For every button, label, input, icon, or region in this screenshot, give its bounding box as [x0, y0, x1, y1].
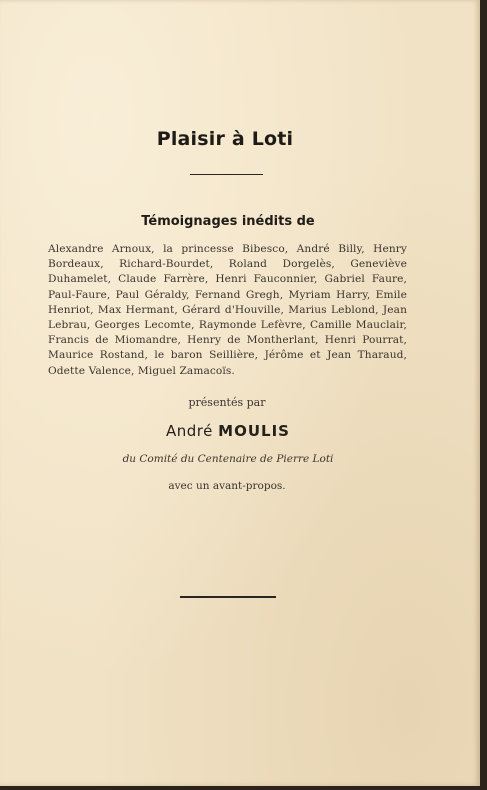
title-divider — [190, 174, 263, 175]
background-edge-bottom — [0, 786, 487, 790]
author-first-name: André — [166, 422, 213, 440]
author-name — [0, 422, 456, 440]
committee-text: du Comité du Centenaire de Pierre Loti — [122, 453, 334, 465]
background-edge — [480, 0, 487, 790]
author-surname: MOULIS — [218, 422, 290, 440]
bottom-divider — [180, 596, 276, 598]
subtitle: Témoignages inédits de — [141, 214, 315, 229]
foreword-text: avec un avant-propos. — [168, 480, 286, 492]
presented-by-text: présentés par — [188, 396, 266, 409]
page-title: Plaisir à Loti — [156, 128, 294, 150]
contributors-list: Alexandre Arnoux, la princesse Bibesco, André Billy, Henry Bordeaux, Richard-Bourdet, Roland Dorgelès, Geneviève Duhamelet, Claude Farrère, Henri Fauconnier, Gabriel Faure, Paul-Faure, Paul Géraldy, Fernand Gregh, Myriam Harry, Emile Henriot, Max Hermant, Gérard d'Houville, Marius Leblond, Jean Lebrau, Georges Lecomte, Raymonde Lefèvre, Camille Mauclair, Francis de Miomandre, Henry de Montherlant, Henri Pourrat, Maurice Rostand, le baron Seillière, Jérôme et Jean Tharaud, Odette Valence, Miguel Zamacoïs. — [48, 243, 407, 377]
